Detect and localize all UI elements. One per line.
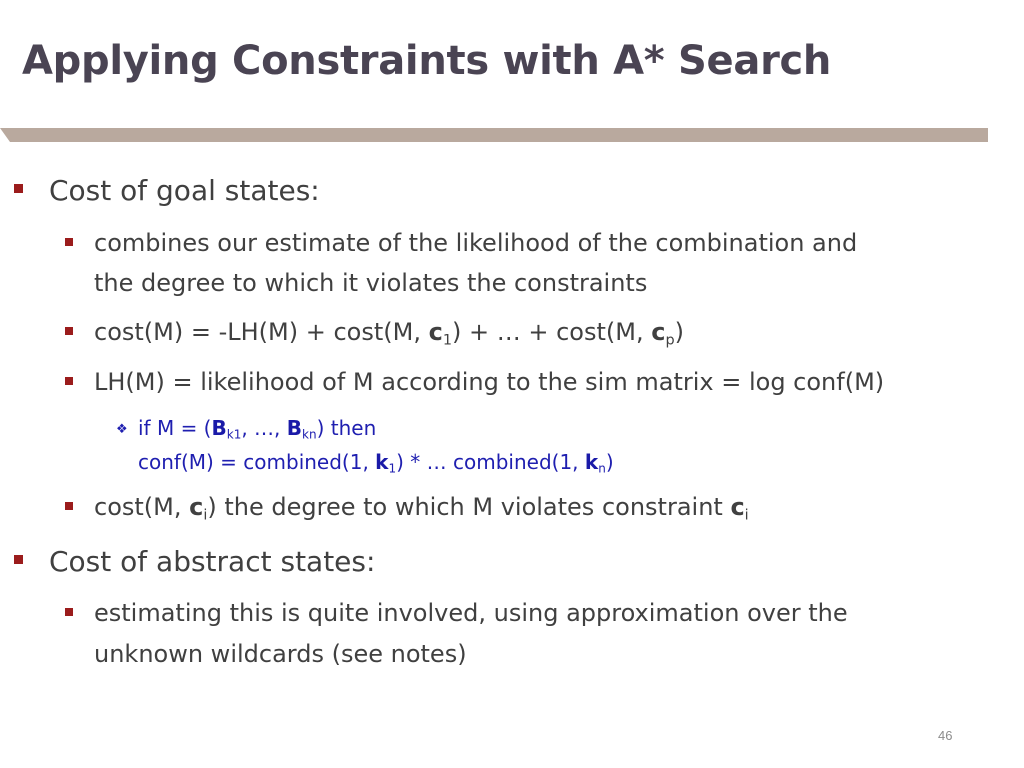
title-rule <box>10 128 988 142</box>
cost-formula <box>94 318 684 348</box>
slide-title: Applying Constraints with A* Search <box>22 38 832 84</box>
title-rule-tip <box>0 128 10 142</box>
cost-formula-part2: ) + … + cost(M, <box>451 318 652 346</box>
conf-clause-sub1: 1 <box>388 461 397 476</box>
goal-desc-line1: combines our estimate of the likelihood of the combination and <box>94 229 858 257</box>
square-bullet-icon <box>65 502 73 510</box>
violation-p1: cost(M, <box>94 493 190 521</box>
goal-states-heading: Cost of goal states: <box>49 174 320 207</box>
cost-formula-sub1: 1 <box>442 332 452 349</box>
conf-clause-kn: k <box>584 450 599 474</box>
conf-clause-subn: n <box>598 461 606 476</box>
conf-clause <box>138 450 614 476</box>
conf-clause-p2: ) * … combined(1, <box>396 450 585 474</box>
cost-formula-part1: cost(M) = -LH(M) + cost(M, <box>94 318 429 346</box>
abstract-line1: estimating this is quite involved, using approximation over the <box>94 599 848 627</box>
if-clause-p2: , …, <box>241 416 287 440</box>
if-clause-b1: B <box>211 416 227 440</box>
square-bullet-icon <box>14 184 23 193</box>
conf-clause-p1: conf(M) = combined(1, <box>138 450 376 474</box>
cost-formula-cp: c <box>651 318 666 346</box>
conf-clause-k1: k <box>375 450 389 474</box>
if-clause-bn: B <box>286 416 303 440</box>
abstract-states-heading: Cost of abstract states: <box>49 545 376 578</box>
square-bullet-icon <box>14 555 23 564</box>
violation-line <box>94 493 749 523</box>
goal-desc-line2: the degree to which it violates the constraints <box>94 269 648 297</box>
if-clause-p1: if M = ( <box>138 416 212 440</box>
square-bullet-icon <box>65 377 73 385</box>
if-clause-subkn: kn <box>302 427 317 442</box>
violation-subi2: i <box>744 507 749 524</box>
cost-formula-part3: ) <box>674 318 684 346</box>
square-bullet-icon <box>65 608 73 616</box>
square-bullet-icon <box>65 238 73 246</box>
conf-clause-p3: ) <box>605 450 614 474</box>
page-number: 46 <box>938 728 953 743</box>
if-clause-subk1: k1 <box>226 427 242 442</box>
square-bullet-icon <box>65 327 73 335</box>
if-clause <box>138 416 376 442</box>
violation-ci2: c <box>730 493 745 521</box>
violation-ci: c <box>189 493 204 521</box>
cost-formula-c1: c <box>428 318 443 346</box>
violation-subi: i <box>203 507 208 524</box>
abstract-line2: unknown wildcards (see notes) <box>94 640 467 668</box>
cost-formula-subp: p <box>665 332 675 349</box>
lh-definition: LH(M) = likelihood of M according to the sim matrix = log conf(M) <box>94 368 885 396</box>
diamond-bullet-icon: ❖ <box>116 422 128 437</box>
if-clause-p3: ) then <box>316 416 377 440</box>
violation-p2: ) the degree to which M violates constraint <box>207 493 731 521</box>
